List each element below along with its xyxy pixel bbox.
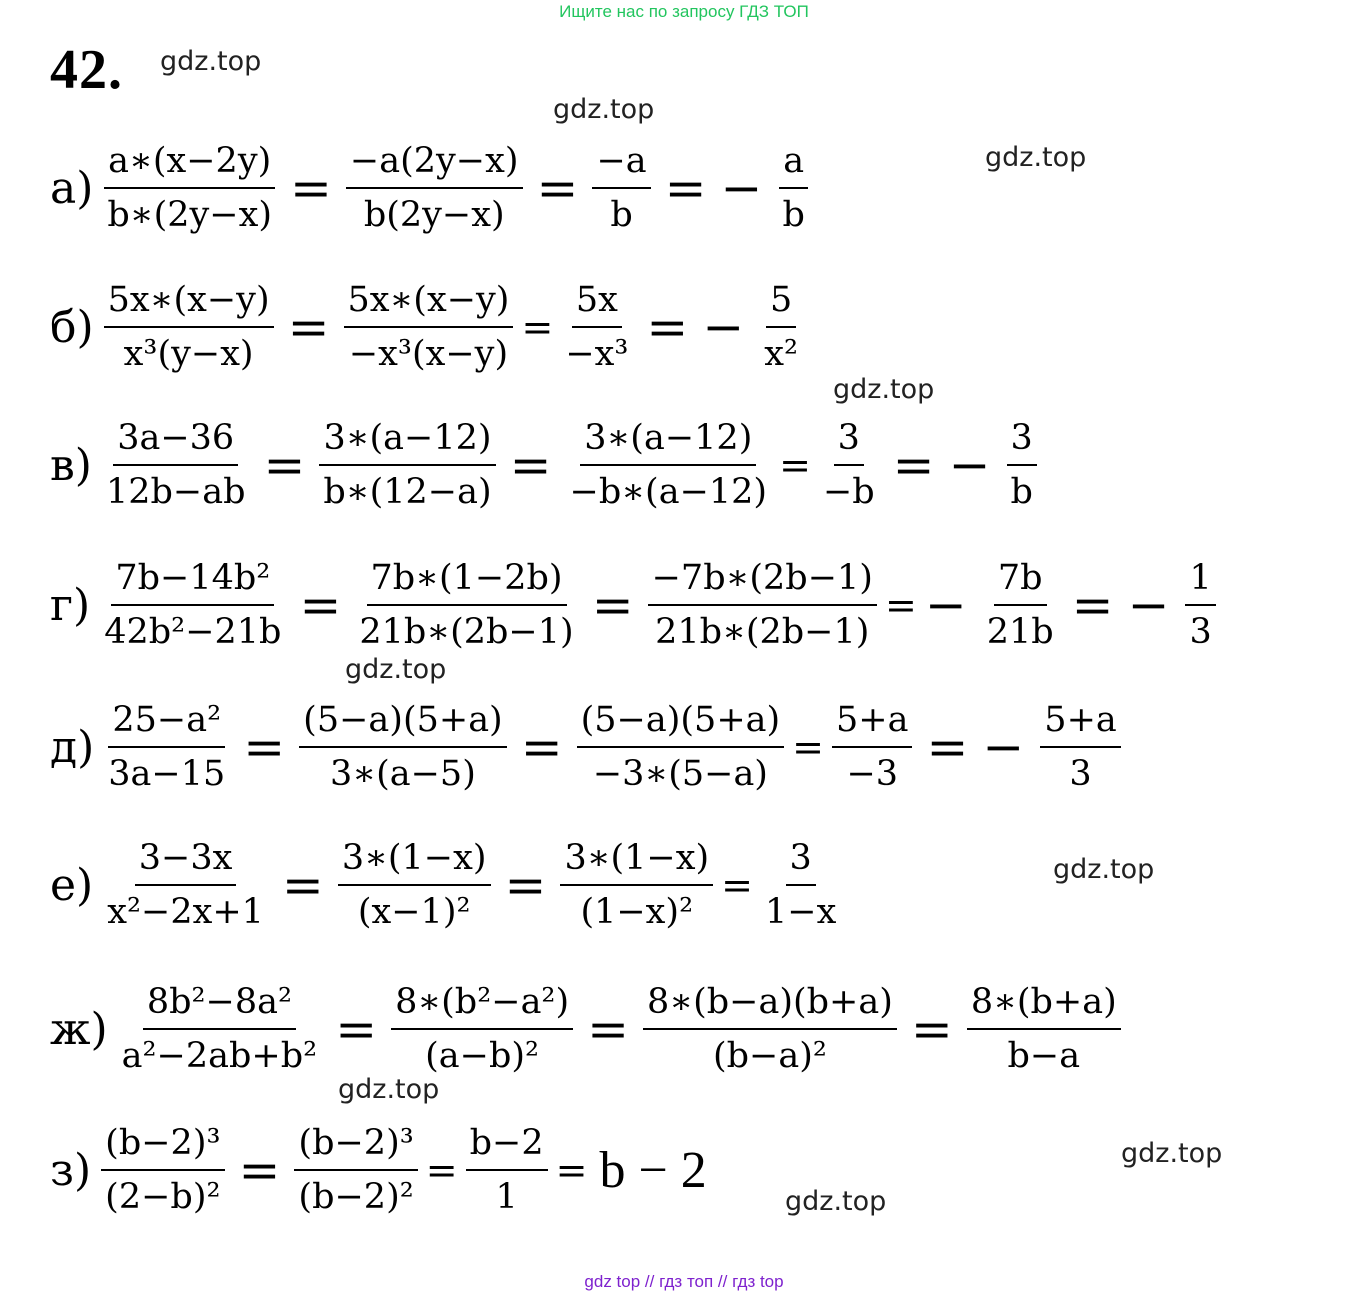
watermark: gdz.top [985, 142, 1087, 173]
equals-sign: = [892, 436, 935, 494]
fraction: $\frac{3}{1-x}$ [764, 838, 837, 932]
equals-sign: = [520, 718, 563, 776]
minus-sign: − [924, 576, 967, 634]
watermark: gdz.top [345, 654, 447, 685]
fraction: $\frac{5}{\text{x²}}$ [764, 280, 799, 374]
fraction: $\frac{7b∗(1-2b)}{21b∗(2b-1)}$ [359, 558, 574, 652]
fraction: $\frac{\text{(b−2)³}}{\text{(b−2)²}}$ [294, 1122, 417, 1218]
fraction: $\frac{\text{(b−2)³}}{\text{(2−b)²}}$ [101, 1122, 224, 1218]
equals-sign: = [290, 159, 332, 217]
fraction: $\frac{7b}{21b}$ [986, 558, 1054, 652]
fraction: $\frac{-7b∗(2b-1)}{21b∗(2b-1)}$ [648, 557, 877, 653]
equals-sign: = [926, 718, 969, 776]
equals-sign: = [884, 583, 917, 627]
equals-sign: = [521, 305, 554, 349]
fraction: $\frac{\text{8b²−8a²}}{\text{a²−2ab+b²}}$ [121, 982, 318, 1076]
equation-row-zh [50, 974, 1121, 1084]
equals-sign: = [425, 1148, 458, 1192]
fraction: $\frac{3∗(1-x)}{\text{(x−1)²}}$ [338, 837, 491, 933]
equation-row-g [50, 550, 1216, 660]
fraction: $\frac{3∗(a-12)}{-b∗(a-12)}$ [569, 418, 768, 512]
item-label: в) [50, 439, 92, 491]
fraction: $\frac{-a}{b}$ [592, 140, 650, 236]
fraction: $\frac{a}{b}$ [778, 140, 808, 236]
equation-row-a [50, 133, 809, 243]
equals-sign: = [263, 436, 306, 494]
equals-sign: = [646, 298, 689, 356]
watermark: gdz.top [338, 1074, 440, 1105]
watermark: gdz.top [1121, 1138, 1223, 1169]
equals-sign: = [664, 159, 707, 217]
fraction: $\frac{\text{8∗(b²−a²)}}{\text{(a−b)²}}$ [391, 981, 573, 1077]
fraction: $\frac{3}{-b}$ [822, 418, 875, 512]
task-number: 42. [50, 39, 123, 101]
fraction: $\frac{(5-a)(5+a)}{-3∗(5-a)}$ [577, 699, 785, 795]
equals-sign: = [792, 725, 825, 769]
equals-sign: = [721, 863, 753, 907]
fraction: $\frac{8∗(b+a)}{b-a}$ [967, 981, 1121, 1077]
fraction: $\frac{3-3x}{\text{x²−2x+1}}$ [107, 838, 264, 932]
fraction: $\frac{5+a}{3}$ [1040, 699, 1120, 795]
watermark: gdz.top [785, 1186, 887, 1217]
watermark: gdz.top [160, 46, 262, 77]
watermark: gdz.top [1053, 854, 1155, 885]
watermark: gdz.top [833, 374, 935, 405]
equals-sign: = [509, 436, 552, 494]
item-label: г) [50, 579, 91, 631]
fraction: $\frac{8∗(b-a)(b+a)}{\text{(b−a)²}}$ [643, 981, 897, 1077]
fraction: $\frac{\text{25−a²}}{3a-15}$ [108, 700, 226, 794]
fraction: $\frac{5x}{\text{−x³}}$ [565, 280, 629, 374]
equals-sign: = [536, 159, 579, 217]
equals-sign: = [555, 1148, 588, 1192]
minus-sign: − [702, 298, 745, 356]
equals-sign: = [299, 576, 342, 634]
fraction: $\frac{b-2}{1}$ [466, 1122, 548, 1218]
equals-sign: = [281, 856, 324, 914]
fraction: $\frac{3∗(a-12)}{b∗(12-a)}$ [319, 417, 495, 513]
footer-links[interactable]: gdz top // гдз топ // гдз top [584, 1272, 784, 1291]
top-banner[interactable]: Ищите нас по запросу ГДЗ ТОП [559, 2, 809, 21]
equals-sign: = [1071, 576, 1114, 634]
fraction: $\frac{3a-36}{12b-ab}$ [105, 418, 246, 512]
fraction: $\frac{5x∗(x-y)}{\text{−x³(x−y)}}$ [344, 279, 514, 375]
fraction: $\frac{(5-a)(5+a)}{3∗(a-5)}$ [299, 699, 507, 795]
equation-row-b [50, 272, 802, 382]
equals-sign: = [243, 718, 286, 776]
minus-sign: − [1127, 576, 1170, 634]
equals-sign: = [335, 1000, 378, 1058]
equation-row-z [50, 1115, 707, 1225]
equals-sign: = [238, 1141, 281, 1199]
item-label: б) [50, 301, 94, 353]
fraction: $\frac{3}{b}$ [1006, 417, 1036, 513]
item-label: з) [50, 1144, 92, 1196]
fraction: $\frac{3∗(1-x)}{\text{(1−x)²}}$ [560, 837, 713, 933]
result-expression: b − 2 [599, 1141, 707, 1199]
fraction: $\frac{a∗(x-2y)}{b∗(2y-x)}$ [103, 140, 276, 236]
equals-sign: = [591, 576, 634, 634]
equals-sign: = [504, 856, 547, 914]
item-label: д) [50, 721, 95, 773]
fraction: $\frac{5+a}{-3}$ [832, 699, 912, 795]
equation-row-e [50, 830, 840, 940]
minus-sign: − [720, 159, 763, 217]
fraction: $\frac{1}{3}$ [1185, 557, 1215, 653]
item-label: ж) [50, 1003, 108, 1055]
equation-row-v [50, 410, 1037, 520]
equals-sign: = [910, 1000, 953, 1058]
equation-row-d [50, 692, 1121, 802]
minus-sign: − [982, 718, 1025, 776]
fraction: $\frac{-a(2y-x)}{b(2y-x)}$ [346, 140, 523, 236]
fraction: $\frac{\text{7b−14b²}}{\text{42b²−21b}}$ [104, 558, 282, 652]
equals-sign: = [287, 298, 330, 356]
item-label: е) [50, 859, 94, 911]
watermark: gdz.top [553, 94, 655, 125]
equals-sign: = [587, 1000, 630, 1058]
item-label: а) [50, 162, 94, 214]
minus-sign: − [948, 436, 991, 494]
fraction: $\frac{5x∗(x-y)}{\text{x³(y−x)}}$ [104, 279, 274, 375]
equals-sign: = [779, 443, 811, 487]
